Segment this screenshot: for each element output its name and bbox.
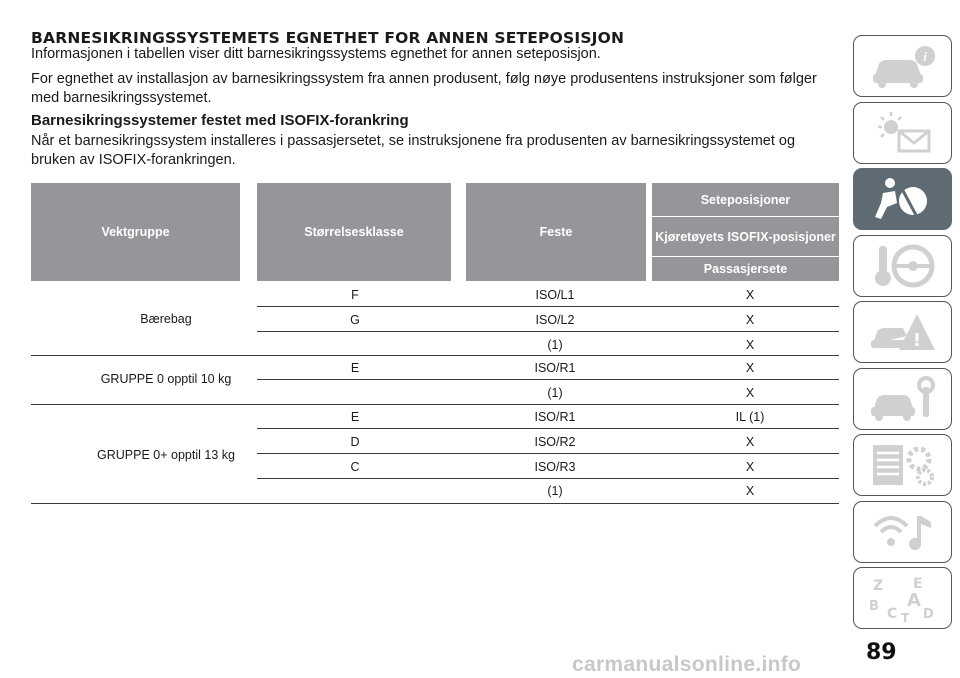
page-number: 89 bbox=[866, 640, 897, 665]
group-name: GRUPPE 0 opptil 10 kg bbox=[100, 372, 232, 386]
group-name: GRUPPE 0+ opptil 13 kg bbox=[97, 448, 235, 462]
row-divider bbox=[257, 453, 839, 454]
manufacturer-note-paragraph: For egnethet av installasjon av barnesikringssystem fra annen produsent, følg nøye produsentens instruksjoner som følger med barnesikringssystemet. bbox=[31, 71, 817, 106]
group-divider bbox=[31, 355, 839, 356]
header-fixture: Feste bbox=[466, 183, 646, 281]
table-cell-size-class: F bbox=[351, 288, 359, 302]
table-cell-passenger: X bbox=[745, 361, 755, 375]
multimedia-icon bbox=[863, 506, 943, 558]
row-divider bbox=[257, 379, 839, 380]
row-divider bbox=[257, 331, 839, 332]
header-seat-positions: Seteposisjoner bbox=[652, 183, 839, 217]
airbag-safety-icon bbox=[863, 173, 943, 225]
row-divider bbox=[257, 306, 839, 307]
header-isofix-positions: Kjøretøyets ISOFIX-posisjoner bbox=[652, 217, 839, 257]
tab-emergency[interactable] bbox=[853, 301, 952, 363]
key-steering-wheel-icon bbox=[863, 240, 943, 292]
table-cell-size-class: D bbox=[350, 435, 360, 449]
car-info-icon bbox=[863, 40, 943, 92]
table-cell-fixture: ISO/R3 bbox=[534, 460, 576, 474]
table-cell-fixture: ISO/L2 bbox=[535, 313, 575, 327]
specifications-icon bbox=[863, 439, 943, 491]
table-cell-passenger: X bbox=[745, 386, 755, 400]
svg-text:!: ! bbox=[912, 330, 921, 351]
isofix-paragraph: Når et barnesikringssystem installeres i passasjersetet, se instruksjonene fra produsenten av barnesikringssystemet og bruken av ISOFIX-forankringen. bbox=[31, 133, 796, 168]
table-cell-size-class: E bbox=[350, 361, 360, 375]
table-cell-fixture: ISO/R2 bbox=[534, 435, 576, 449]
svg-text:T: T bbox=[900, 611, 909, 624]
table-cell-fixture: ISO/R1 bbox=[534, 410, 576, 424]
breakdown-warning-icon bbox=[863, 306, 943, 358]
alphabetical-index-icon bbox=[863, 572, 943, 624]
group-divider bbox=[31, 404, 839, 405]
table-cell-fixture: ISO/L1 bbox=[535, 288, 575, 302]
header-seat-positions-block bbox=[652, 183, 839, 281]
table-cell-size-class: G bbox=[350, 313, 360, 327]
svg-text:B: B bbox=[868, 599, 879, 614]
table-cell-passenger: X bbox=[745, 435, 755, 449]
tab-warning-lights[interactable] bbox=[853, 102, 952, 164]
table-cell-fixture: (1) bbox=[547, 338, 563, 352]
svg-text:A: A bbox=[906, 590, 921, 611]
table-cell-size-class: C bbox=[350, 460, 360, 474]
table-cell-passenger: IL (1) bbox=[735, 410, 765, 424]
table-cell-passenger: X bbox=[745, 460, 755, 474]
table-cell-fixture: (1) bbox=[547, 484, 563, 498]
isofix-subheading: Barnesikringssystemer festet med ISOFIX-forankring bbox=[31, 112, 409, 129]
row-divider bbox=[257, 428, 839, 429]
table-cell-fixture: (1) bbox=[547, 386, 563, 400]
warning-lights-icon bbox=[863, 107, 943, 159]
tab-service[interactable] bbox=[853, 368, 952, 430]
tab-car-info[interactable] bbox=[853, 35, 952, 97]
svg-text:Z: Z bbox=[872, 578, 883, 594]
intro-paragraph: Informasjonen i tabellen viser ditt barnesikringssystems egnethet for annen seteposisjon. bbox=[31, 46, 601, 62]
table-cell-passenger: X bbox=[745, 313, 755, 327]
tab-safety[interactable] bbox=[853, 168, 952, 230]
tab-index[interactable] bbox=[853, 567, 952, 629]
watermark: carmanualsonline.info bbox=[572, 653, 802, 676]
header-size-class: Størrelsesklasse bbox=[257, 183, 451, 281]
group-divider bbox=[31, 503, 839, 504]
svg-text:C: C bbox=[886, 606, 897, 622]
svg-text:E: E bbox=[912, 576, 923, 592]
tab-starting-driving[interactable] bbox=[853, 235, 952, 297]
tab-multimedia[interactable] bbox=[853, 501, 952, 563]
svg-text:i: i bbox=[922, 49, 927, 64]
tab-specifications[interactable] bbox=[853, 434, 952, 496]
car-service-icon bbox=[863, 373, 943, 425]
header-weight-group: Vektgruppe bbox=[31, 183, 240, 281]
table-cell-passenger: X bbox=[745, 338, 755, 352]
table-cell-fixture: ISO/R1 bbox=[534, 361, 576, 375]
table-cell-passenger: X bbox=[745, 484, 755, 498]
group-name: Bærebag bbox=[140, 312, 192, 326]
svg-text:D: D bbox=[922, 607, 934, 622]
row-divider bbox=[257, 478, 839, 479]
table-cell-passenger: X bbox=[745, 288, 755, 302]
table-cell-size-class: E bbox=[350, 410, 360, 424]
page-title: BARNESIKRINGSSYSTEMETS EGNETHET FOR ANNEN SETEPOSISJON bbox=[31, 29, 625, 47]
header-passenger-seat: Passasjersete bbox=[703, 262, 788, 276]
